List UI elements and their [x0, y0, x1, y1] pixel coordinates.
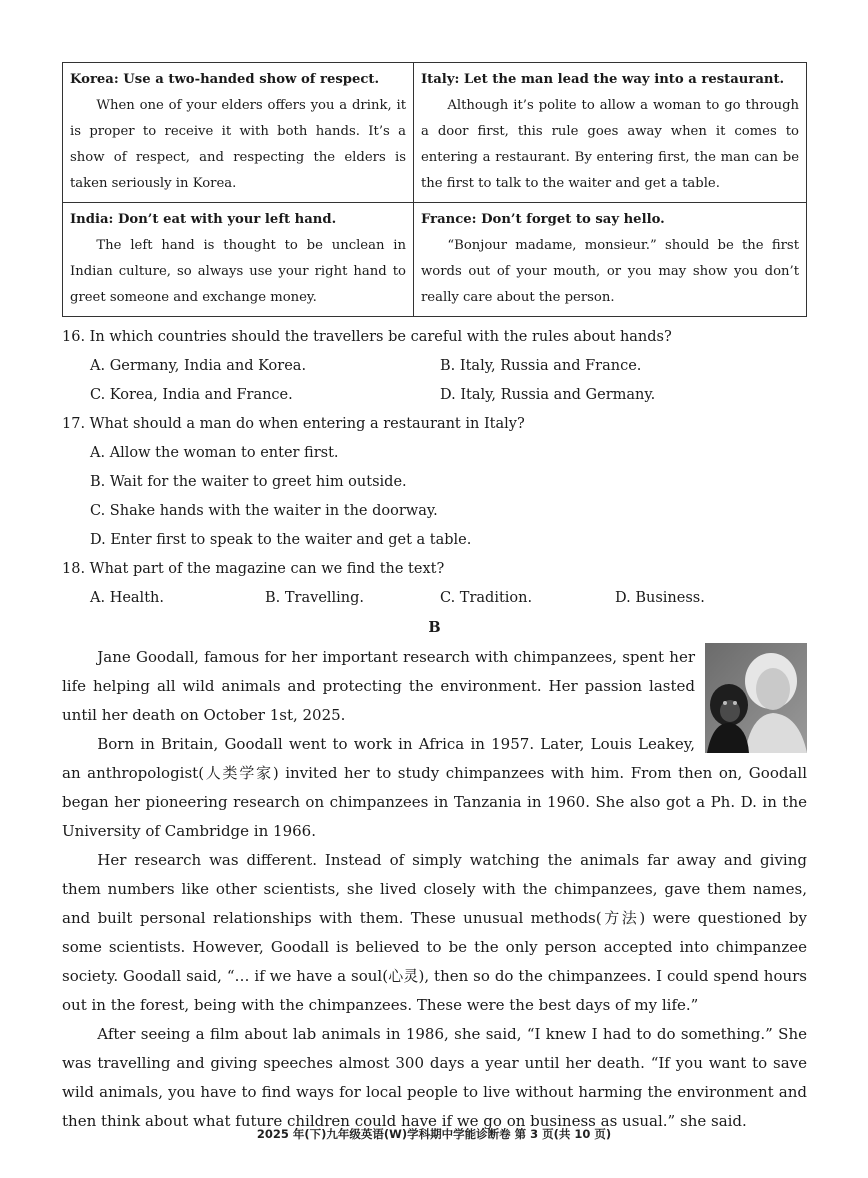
question-17	[62, 410, 807, 555]
tip-body: Although it’s polite to allow a woman to go through a door first, this rule goes away when it comes to entering a restaurant. By entering first, the man can be the first to talk to the waiter and get a table.	[421, 98, 799, 191]
section-heading: B	[428, 619, 441, 636]
option-b: B. Wait for the waiter to greet him outside.	[90, 474, 407, 490]
option-a: A. Allow the woman to enter first.	[90, 445, 339, 461]
tip-title: Korea: Use a two-handed show of respect.	[70, 72, 380, 87]
option-b: B. Italy, Russia and France.	[440, 358, 642, 374]
tip-title: India: Don’t eat with your left hand.	[70, 212, 337, 227]
tip-body: When one of your elders offers you a drink, it is proper to receive it with both hands. It’s a show of respect, and respecting the elders is taken seriously in Korea.	[70, 98, 406, 191]
option-d: D. Italy, Russia and Germany.	[440, 387, 656, 403]
option-a: A. Health.	[90, 590, 164, 606]
page-footer: 2025 年(下)九年级英语(W)学科期中学能诊断卷 第 3 页(共 10 页)	[256, 1127, 612, 1141]
question-stem: 17. What should a man do when entering a restaurant in Italy?	[62, 416, 525, 432]
tip-cell-india	[63, 203, 414, 317]
exam-page	[62, 62, 807, 1136]
culture-tips-table	[62, 62, 807, 317]
photo-image	[705, 643, 807, 753]
tip-cell-italy	[414, 63, 807, 203]
tip-title: Italy: Let the man lead the way into a restaurant.	[421, 72, 785, 87]
question-stem: 16. In which countries should the travellers be careful with the rules about hands?	[62, 329, 672, 345]
passage-paragraph: Jane Goodall, famous for her important research with chimpanzees, spent her life helping all wild animals and protecting the environment. Her passion lasted until her death on October 1st, 2025.	[62, 648, 695, 724]
option-d: D. Enter first to speak to the waiter and get a table.	[90, 532, 472, 548]
passage-paragraph: Her research was different. Instead of simply watching the animals far away and giving them numbers like other scientists, she lived closely with the chimpanzees, gave them names, and built personal relationships with them. These unusual methods(方法) were questioned by some scientists. However, Goodall is believed to be the only person accepted into chimpanzee society. Goodall said, “… if we have a soul(心灵), then so do the chimpanzees. I could spend hours out in the forest, being with the chimpanzees. These were the best days of my life.”	[62, 851, 807, 1014]
tip-cell-france	[414, 203, 807, 317]
option-b: B. Travelling.	[265, 590, 365, 606]
tip-cell-korea	[63, 63, 414, 203]
question-18	[62, 555, 807, 613]
question-16	[62, 323, 807, 410]
question-stem: 18. What part of the magazine can we find the text?	[62, 561, 445, 577]
option-c: C. Shake hands with the waiter in the doorway.	[90, 503, 438, 519]
tip-body: “Bonjour madame, monsieur.” should be the first words out of your mouth, or you may show you don’t really care about the person.	[421, 238, 799, 305]
option-row	[90, 381, 807, 410]
tip-body: The left hand is thought to be unclean in Indian culture, so always use your right hand to greet someone and exchange money.	[70, 238, 406, 305]
option-a: A. Germany, India and Korea.	[90, 358, 307, 374]
passage-paragraph: After seeing a film about lab animals in 1986, she said, “I knew I had to do something.” She was travelling and giving speeches almost 300 days a year until her death. “If you want to save wild animals, you have to find ways for local people to live without harming the environment and then think about what future children could have if we go on business as usual.” she said.	[62, 1025, 807, 1130]
question-list	[62, 323, 807, 613]
goodall-chimpanzee-photo	[705, 643, 807, 753]
option-c: C. Korea, India and France.	[90, 387, 293, 403]
table-row	[63, 63, 807, 203]
tip-title: France: Don’t forget to say hello.	[421, 212, 665, 227]
option-row	[90, 584, 807, 613]
passage-paragraph: Born in Britain, Goodall went to work in Africa in 1957. Later, Louis Leakey, an anthropologist(人类学家) invited her to study chimpanzees with him. From then on, Goodall began her pioneering research on chimpanzees in Tanzania in 1960. She also got a Ph. D. in the University of Cambridge in 1966.	[62, 735, 807, 840]
option-d: D. Business.	[615, 590, 705, 606]
option-row	[90, 352, 807, 381]
option-c: C. Tradition.	[440, 590, 533, 606]
reading-passage	[62, 643, 807, 1136]
table-row	[63, 203, 807, 317]
